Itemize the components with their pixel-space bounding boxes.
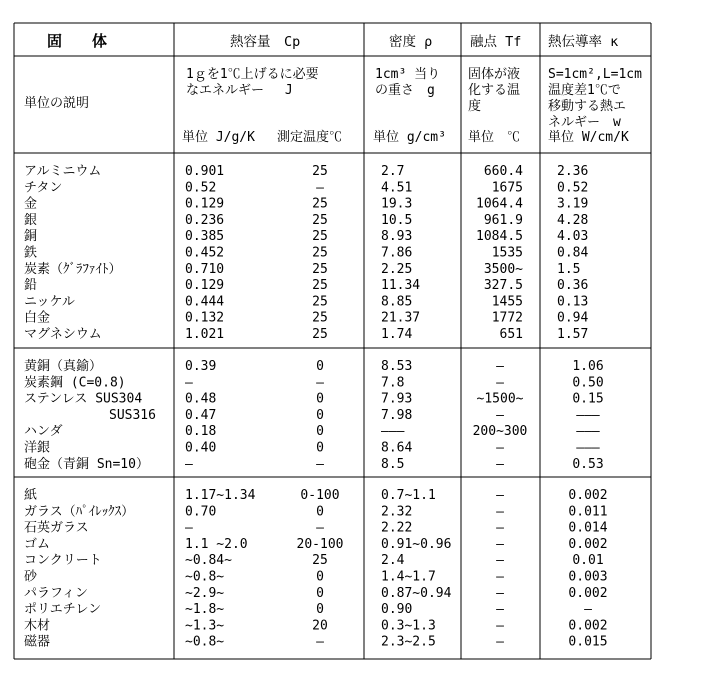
measure-temp-value: 25 (312, 294, 328, 310)
density-value: 2.4 (381, 553, 405, 569)
measure-temp-value: 0 (316, 602, 324, 618)
conductivity-value: 1.06 (572, 359, 604, 374)
heat-capacity-value: ~0.8~ (185, 634, 225, 650)
density-desc-line-2: の重さ g (375, 83, 435, 98)
measure-temp-value: — (316, 520, 324, 536)
material-name: チタン (24, 180, 63, 196)
material-name: ポリエチレン (24, 602, 102, 618)
melting-point-value: — (496, 536, 504, 552)
conductivity-desc-line-1: S=1cm²,L=1cm (548, 67, 642, 82)
density-value: 2.25 (381, 261, 413, 277)
melting-desc-line-1: 固体が液 (468, 67, 521, 82)
density-value: ——— (381, 424, 405, 440)
heat-capacity-value: 0.236 (185, 212, 225, 228)
conductivity-value: 0.53 (572, 456, 604, 472)
conductivity-desc-line-4: ネルギー w (548, 115, 621, 130)
density-value: 1.74 (381, 327, 413, 342)
conductivity-value: 0.94 (557, 310, 589, 326)
melting-point-value: — (496, 520, 504, 536)
melting-point-value: — (496, 375, 504, 391)
measure-temp-value: 25 (312, 553, 328, 569)
heat-capacity-desc-line-1: 1ｇを1℃上げるに必要 (186, 67, 319, 82)
header-conductivity: 熱伝導率 κ (548, 34, 619, 50)
material-name: パラフィン (24, 585, 88, 601)
header-melting-point: 融点 Tf (470, 34, 522, 50)
measure-temp-value: 20 (312, 618, 328, 634)
melting-point-value: — (496, 504, 504, 520)
density-value: 10.5 (381, 212, 413, 228)
measure-temp-value: — (316, 180, 324, 196)
conductivity-value: 0.002 (568, 585, 608, 601)
conductivity-value: 0.50 (572, 375, 604, 391)
melting-point-value: 1064.4 (476, 196, 523, 212)
header-density: 密度 ρ (389, 34, 433, 50)
measure-temp-value: 0 (316, 440, 324, 456)
material-name: 鉄 (24, 245, 38, 261)
measure-temp-value: 25 (312, 212, 328, 228)
melting-point-value: — (496, 456, 504, 472)
melting-point-value: 961.9 (483, 212, 523, 228)
melting-desc-line-2: 化する温 (468, 83, 521, 98)
material-name: 白金 (24, 310, 51, 326)
density-value: 8.85 (381, 294, 413, 310)
unit-explanation-label: 単位の説明 (24, 96, 90, 111)
density-value: 2.22 (381, 520, 413, 536)
heat-capacity-value: 0.129 (185, 196, 225, 212)
heat-capacity-value: 0.47 (185, 407, 217, 423)
measure-temp-value: 0 (316, 504, 324, 520)
heat-capacity-value: 0.901 (185, 164, 225, 179)
conductivity-value: 0.002 (568, 536, 608, 552)
material-name: ニッケル (24, 294, 75, 310)
header-solid: 固 体 (47, 32, 108, 50)
conductivity-desc-line-2: 温度差1℃で (548, 83, 621, 98)
material-name: ハンダ (24, 424, 63, 440)
measure-temp-value: 0 (316, 569, 324, 585)
density-value: 11.34 (381, 278, 421, 294)
material-name: 黄銅（真鍮） (24, 359, 103, 374)
unit-temp: 測定温度℃ (277, 130, 343, 145)
density-value: 8.53 (381, 359, 413, 374)
melting-point-value: — (496, 488, 504, 503)
melting-point-value: 1084.5 (476, 229, 523, 245)
material-name: ガラス（ﾊﾟｲﾚｯｸｽ） (24, 504, 135, 520)
melting-point-value: 1535 (491, 245, 523, 261)
heat-capacity-value: 1.021 (185, 327, 225, 342)
density-value: 19.3 (381, 196, 413, 212)
heat-capacity-value: — (185, 520, 193, 536)
melting-point-value: 1455 (491, 294, 523, 310)
heat-capacity-value: ~0.84~ (185, 553, 232, 569)
conductivity-value: 0.015 (568, 634, 608, 650)
conductivity-value: — (584, 602, 592, 618)
material-name: マグネシウム (24, 327, 102, 342)
unit-conductivity: 単位 W/cm/K (548, 130, 629, 145)
density-value: 7.98 (381, 407, 413, 423)
melting-point-value: — (496, 553, 504, 569)
melting-point-value: — (496, 585, 504, 601)
measure-temp-value: 25 (312, 278, 328, 294)
header-heat-capacity: 熱容量 Cp (230, 34, 301, 50)
heat-capacity-value: 0.129 (185, 278, 225, 294)
measure-temp-value: 0 (316, 585, 324, 601)
conductivity-value: 0.002 (568, 618, 608, 634)
measure-temp-value: 0 (316, 391, 324, 407)
melting-point-value: — (496, 634, 504, 650)
heat-capacity-value: 0.48 (185, 391, 217, 407)
density-value: 21.37 (381, 310, 421, 326)
melting-point-value: 200~300 (472, 424, 528, 440)
material-name: 石英ガラス (24, 520, 89, 536)
material-name: SUS316 (109, 407, 156, 423)
measure-temp-value: 25 (312, 196, 328, 212)
conductivity-value: 0.01 (572, 553, 604, 569)
material-name: 鉛 (24, 278, 38, 294)
melting-point-value: 3500~ (483, 261, 523, 277)
density-value: 2.32 (381, 504, 413, 520)
melting-point-value: — (496, 618, 504, 634)
conductivity-value: 0.003 (568, 569, 608, 585)
melting-point-value: 651 (499, 327, 523, 342)
measure-temp-value: 0 (316, 424, 324, 440)
conductivity-value: 2.36 (557, 164, 589, 179)
measure-temp-value: 25 (312, 245, 328, 261)
heat-capacity-value: ~1.3~ (185, 618, 225, 634)
conductivity-value: 4.28 (557, 212, 589, 228)
heat-capacity-value: ~1.8~ (185, 602, 225, 618)
density-value: 8.93 (381, 229, 413, 245)
material-name: 銅 (24, 229, 38, 245)
unit-density: 単位 g/cm³ (373, 130, 446, 145)
conductivity-value: 0.014 (568, 520, 608, 536)
material-name: アルミニウム (24, 164, 102, 179)
heat-capacity-value: ~2.9~ (185, 585, 225, 601)
density-value: 0.90 (381, 602, 413, 618)
density-value: 0.7~1.1 (381, 488, 436, 503)
material-name: ゴム (24, 536, 51, 552)
conductivity-value: 0.011 (568, 504, 608, 520)
heat-capacity-value: 0.452 (185, 245, 225, 261)
conductivity-value: 1.5 (557, 261, 581, 277)
melting-point-value: 660.4 (483, 164, 523, 179)
measure-temp-value: 25 (312, 164, 328, 179)
melting-desc-line-3: 度 (468, 99, 482, 114)
density-value: 8.64 (381, 440, 413, 456)
conductivity-value: ——— (576, 407, 600, 423)
heat-capacity-value: 0.385 (185, 229, 225, 245)
heat-capacity-value: — (185, 456, 193, 472)
density-value: 2.7 (381, 164, 405, 179)
heat-capacity-value: 0.444 (185, 294, 225, 310)
measure-temp-value: 25 (312, 261, 328, 277)
material-name: コンクリート (24, 553, 102, 569)
density-value: 7.8 (381, 375, 405, 391)
density-value: 2.3~2.5 (381, 634, 436, 650)
density-value: 0.91~0.96 (381, 536, 452, 552)
measure-temp-value: 25 (312, 229, 328, 245)
conductivity-value: ——— (576, 440, 600, 456)
heat-capacity-value: 0.39 (185, 359, 217, 374)
heat-capacity-value: 0.70 (185, 504, 217, 520)
heat-capacity-value: 0.40 (185, 440, 217, 456)
heat-capacity-value: 0.52 (185, 180, 217, 196)
measure-temp-value: 25 (312, 310, 328, 326)
measure-temp-value: 0-100 (300, 488, 340, 503)
heat-capacity-value: 0.132 (185, 310, 225, 326)
heat-capacity-value: 0.18 (185, 424, 217, 440)
conductivity-value: 0.15 (572, 391, 604, 407)
melting-point-value: — (496, 569, 504, 585)
melting-point-value: 1772 (491, 310, 523, 326)
material-name: 銀 (24, 212, 38, 228)
conductivity-value: 1.57 (557, 327, 589, 342)
measure-temp-value: 0 (316, 359, 324, 374)
measure-temp-value: 20-100 (296, 536, 344, 552)
conductivity-value: 0.36 (557, 278, 589, 294)
measure-temp-value: 0 (316, 407, 324, 423)
density-value: 0.87~0.94 (381, 585, 452, 601)
conductivity-value: 3.19 (557, 196, 589, 212)
material-name: 紙 (24, 488, 38, 503)
heat-capacity-value: 1.17~1.34 (185, 488, 256, 503)
density-value: 7.93 (381, 391, 413, 407)
melting-point-value: — (496, 359, 504, 374)
heat-capacity-value: — (185, 375, 193, 391)
density-value: 7.86 (381, 245, 413, 261)
conductivity-value: 0.52 (557, 180, 589, 196)
measure-temp-value: — (316, 456, 324, 472)
material-name: 木材 (24, 618, 51, 634)
melting-point-value: — (496, 602, 504, 618)
material-name: ステンレス SUS304 (24, 391, 143, 407)
density-desc-line-1: 1cm³ 当り (375, 67, 441, 82)
heat-capacity-value: 1.1 ~2.0 (185, 536, 248, 552)
density-value: 8.5 (381, 456, 405, 472)
density-value: 1.4~1.7 (381, 569, 436, 585)
conductivity-value: ——— (576, 424, 600, 440)
melting-point-value: ~1500~ (476, 391, 524, 407)
material-name: 砲金（青銅 Sn=10） (24, 456, 149, 472)
melting-point-value: 1675 (491, 180, 523, 196)
melting-point-value: — (496, 440, 504, 456)
conductivity-desc-line-3: 移動する熱エ (548, 99, 627, 114)
melting-point-value: 327.5 (483, 278, 523, 294)
heat-capacity-desc-line-2: なエネルギー J (186, 83, 293, 98)
material-name: 磁器 (24, 634, 51, 650)
material-name: 炭素（ｸﾞﾗﾌｧｲﾄ） (24, 261, 122, 277)
measure-temp-value: — (316, 634, 324, 650)
heat-capacity-value: 0.710 (185, 261, 225, 277)
material-name: 砂 (24, 569, 38, 585)
melting-point-value: — (496, 407, 504, 423)
measure-temp-value: 25 (312, 327, 328, 342)
measure-temp-value: — (316, 375, 324, 391)
heat-capacity-value: ~0.8~ (185, 569, 225, 585)
material-name: 金 (24, 196, 38, 212)
conductivity-value: 0.84 (557, 245, 589, 261)
unit-cp: 単位 J/g/K (182, 130, 255, 145)
material-name: 炭素鋼 (C=0.8) (24, 375, 126, 391)
conductivity-value: 4.03 (557, 229, 589, 245)
density-value: 0.3~1.3 (381, 618, 436, 634)
material-name: 洋銀 (24, 440, 51, 456)
table-body (24, 164, 608, 650)
conductivity-value: 0.002 (568, 488, 608, 503)
unit-melting: 単位 ℃ (468, 130, 521, 145)
density-value: 4.51 (381, 180, 413, 196)
conductivity-value: 0.13 (557, 294, 589, 310)
